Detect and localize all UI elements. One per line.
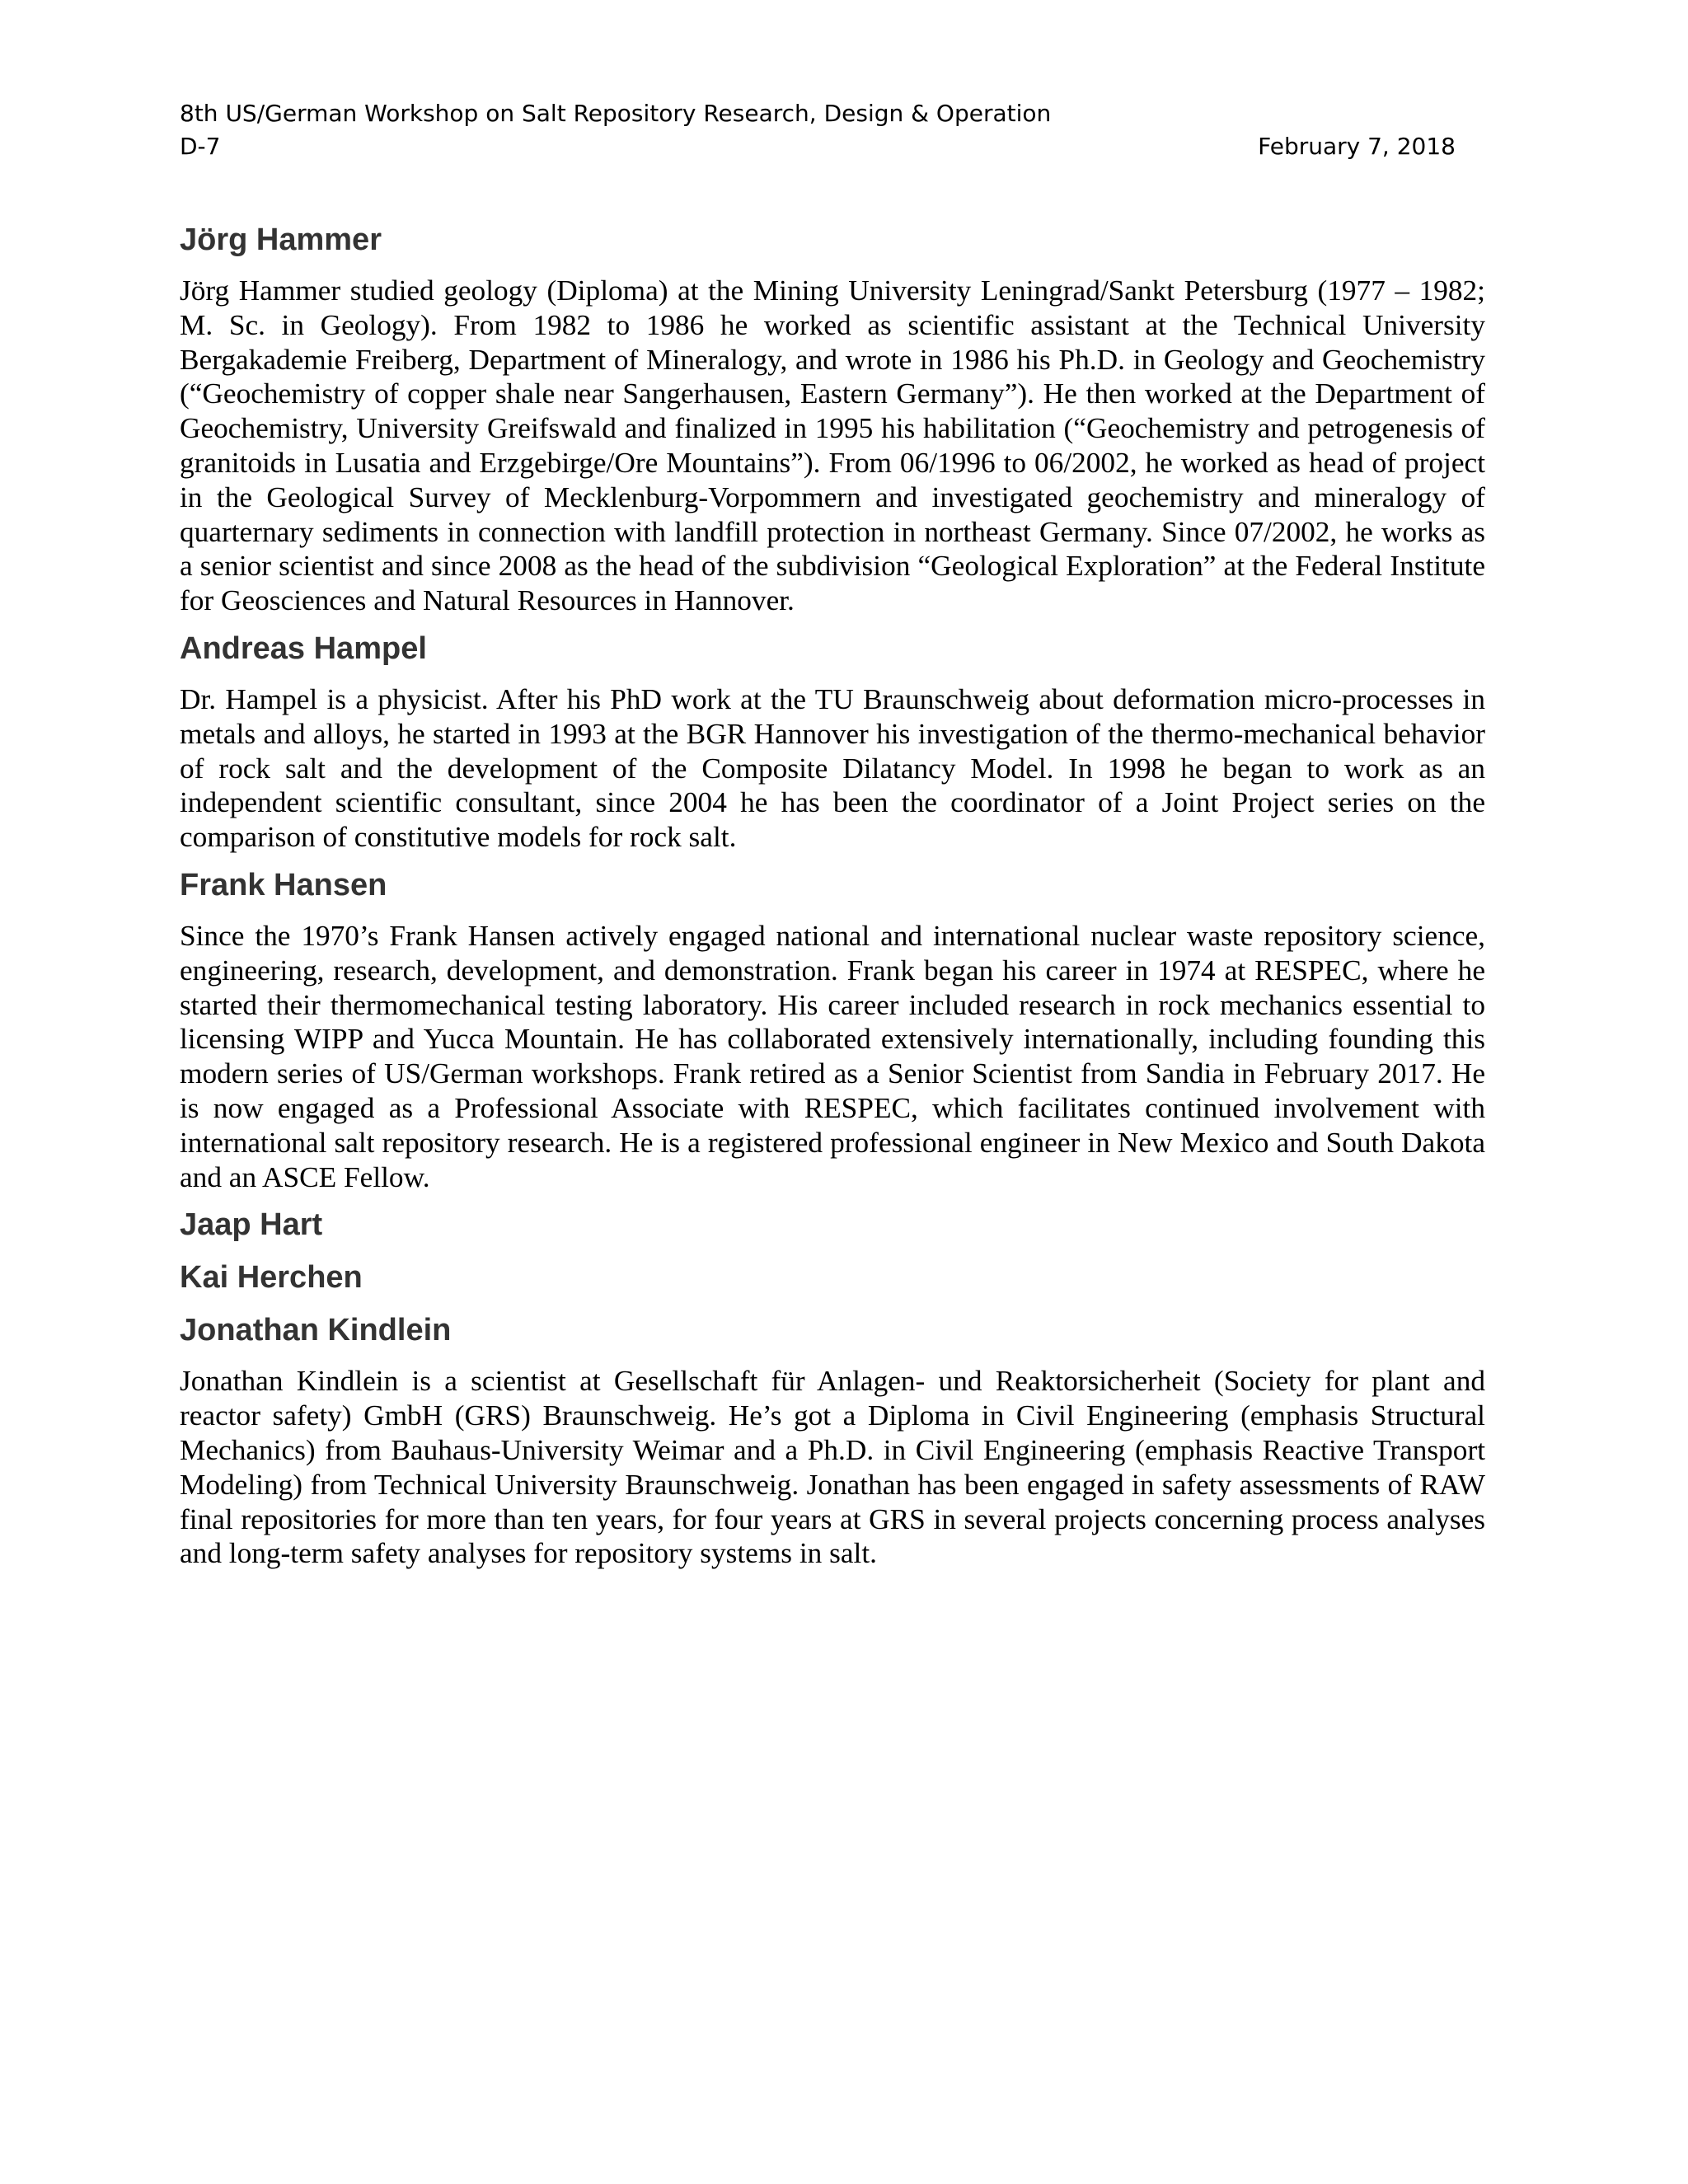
bio-list xyxy=(180,221,1485,1582)
person-name: Kai Herchen xyxy=(180,1260,363,1296)
person-bio: Since the 1970’s Frank Hansen actively engaged national and international nuclear waste repository science, engineering, research, development, and demonstration. Frank began his career in 1974 at RESPEC, where he started their thermomechanical testing laboratory. His career included research in rock mechanics essential to licensing WIPP and Yucca Mountain. He has collaborated extensively internationally, including founding this modern series of US/German workshops. Frank retired as a Senior Scientist from Sandia in February 2017. He is now engaged as a Professional Associate with RESPEC, which facilitates continued involvement with international salt repository research. He is a registered professional engineer in New Mexico and South Dakota and an ASCE Fellow. xyxy=(180,919,1485,1193)
header-row xyxy=(180,130,1456,163)
person-bio: Jörg Hammer studied geology (Diploma) at the Mining University Leningrad/Sankt Petersburg (1977 – 1982; M. Sc. in Geology). From 1982 to 1986 he worked as scientific assistant at the Technical University Bergakademie Freiberg, Department of Mineralogy, and wrote in 1986 his Ph.D. in Geology and Geochemistry (“Geochemistry of copper shale near Sangerhausen, Eastern Germany”). He then worked at the Department of Geochemistry, University Greifswald and finalized in 1995 his habilitation (“Geochemistry and petrogenesis of granitoids in Lusatia and Erzgebirge/Ore Mountains”). From 06/1996 to 06/2002, he worked as head of project in the Geological Survey of Mecklenburg-Vorpommern and investigated geochemistry and mineralogy of quarternary sediments in connection with landfill protection in northeast Germany. Since 07/2002, he works as a senior scientist and since 2008 as the head of the subdivision “Geological Exploration” at the Federal Institute for Geosciences and Natural Resources in Hannover. xyxy=(180,274,1485,617)
page-header xyxy=(180,97,1456,163)
person-bio: Jonathan Kindlein is a scientist at Gesellschaft für Anlagen- und Reaktorsicherheit (Society for plant and reactor safety) GmbH (GRS) Braunschweig. He’s got a Diploma in Civil Engineering (emphasis Structural Mechanics) from Bauhaus-University Weimar and a Ph.D. in Civil Engineering (emphasis Reactive Transport Modeling) from Technical University Braunschweig. Jonathan has been engaged in safety assessments of RAW final repositories for more than ten years, for four years at GRS in several projects concerning process analyses and long-term safety analyses for repository systems in salt. xyxy=(180,1365,1485,1570)
header-date: February 7, 2018 xyxy=(1258,133,1456,160)
bio-entry-jonathan-kindlein xyxy=(180,1311,1485,1571)
bio-entry-andreas-hampel xyxy=(180,630,1485,855)
bio-entry-jaap-hart xyxy=(180,1206,1485,1244)
bio-entry-kai-herchen xyxy=(180,1258,1485,1296)
page-label: D-7 xyxy=(180,133,221,160)
person-name: Frank Hansen xyxy=(180,867,387,902)
person-name: Jonathan Kindlein xyxy=(180,1313,452,1348)
workshop-title: 8th US/German Workshop on Salt Repository Research, Design & Operation xyxy=(180,100,1052,127)
person-name: Jaap Hart xyxy=(180,1207,323,1243)
person-name: Andreas Hampel xyxy=(180,630,427,666)
bio-entry-joerg-hammer xyxy=(180,221,1485,618)
person-bio: Dr. Hampel is a physicist. After his PhD work at the TU Braunschweig about deformation micro-processes in metals and alloys, he started in 1993 at the BGR Hannover his investigation of the thermo-mechanical behavior of rock salt and the development of the Composite Dilatancy Model. In 1998 he began to work as an independent scientific consultant, since 2004 he has been the coordinator of a Joint Project series on the comparison of constitutive models for rock salt. xyxy=(180,682,1485,854)
bio-entry-frank-hansen xyxy=(180,866,1485,1194)
person-name: Jörg Hammer xyxy=(180,223,382,257)
